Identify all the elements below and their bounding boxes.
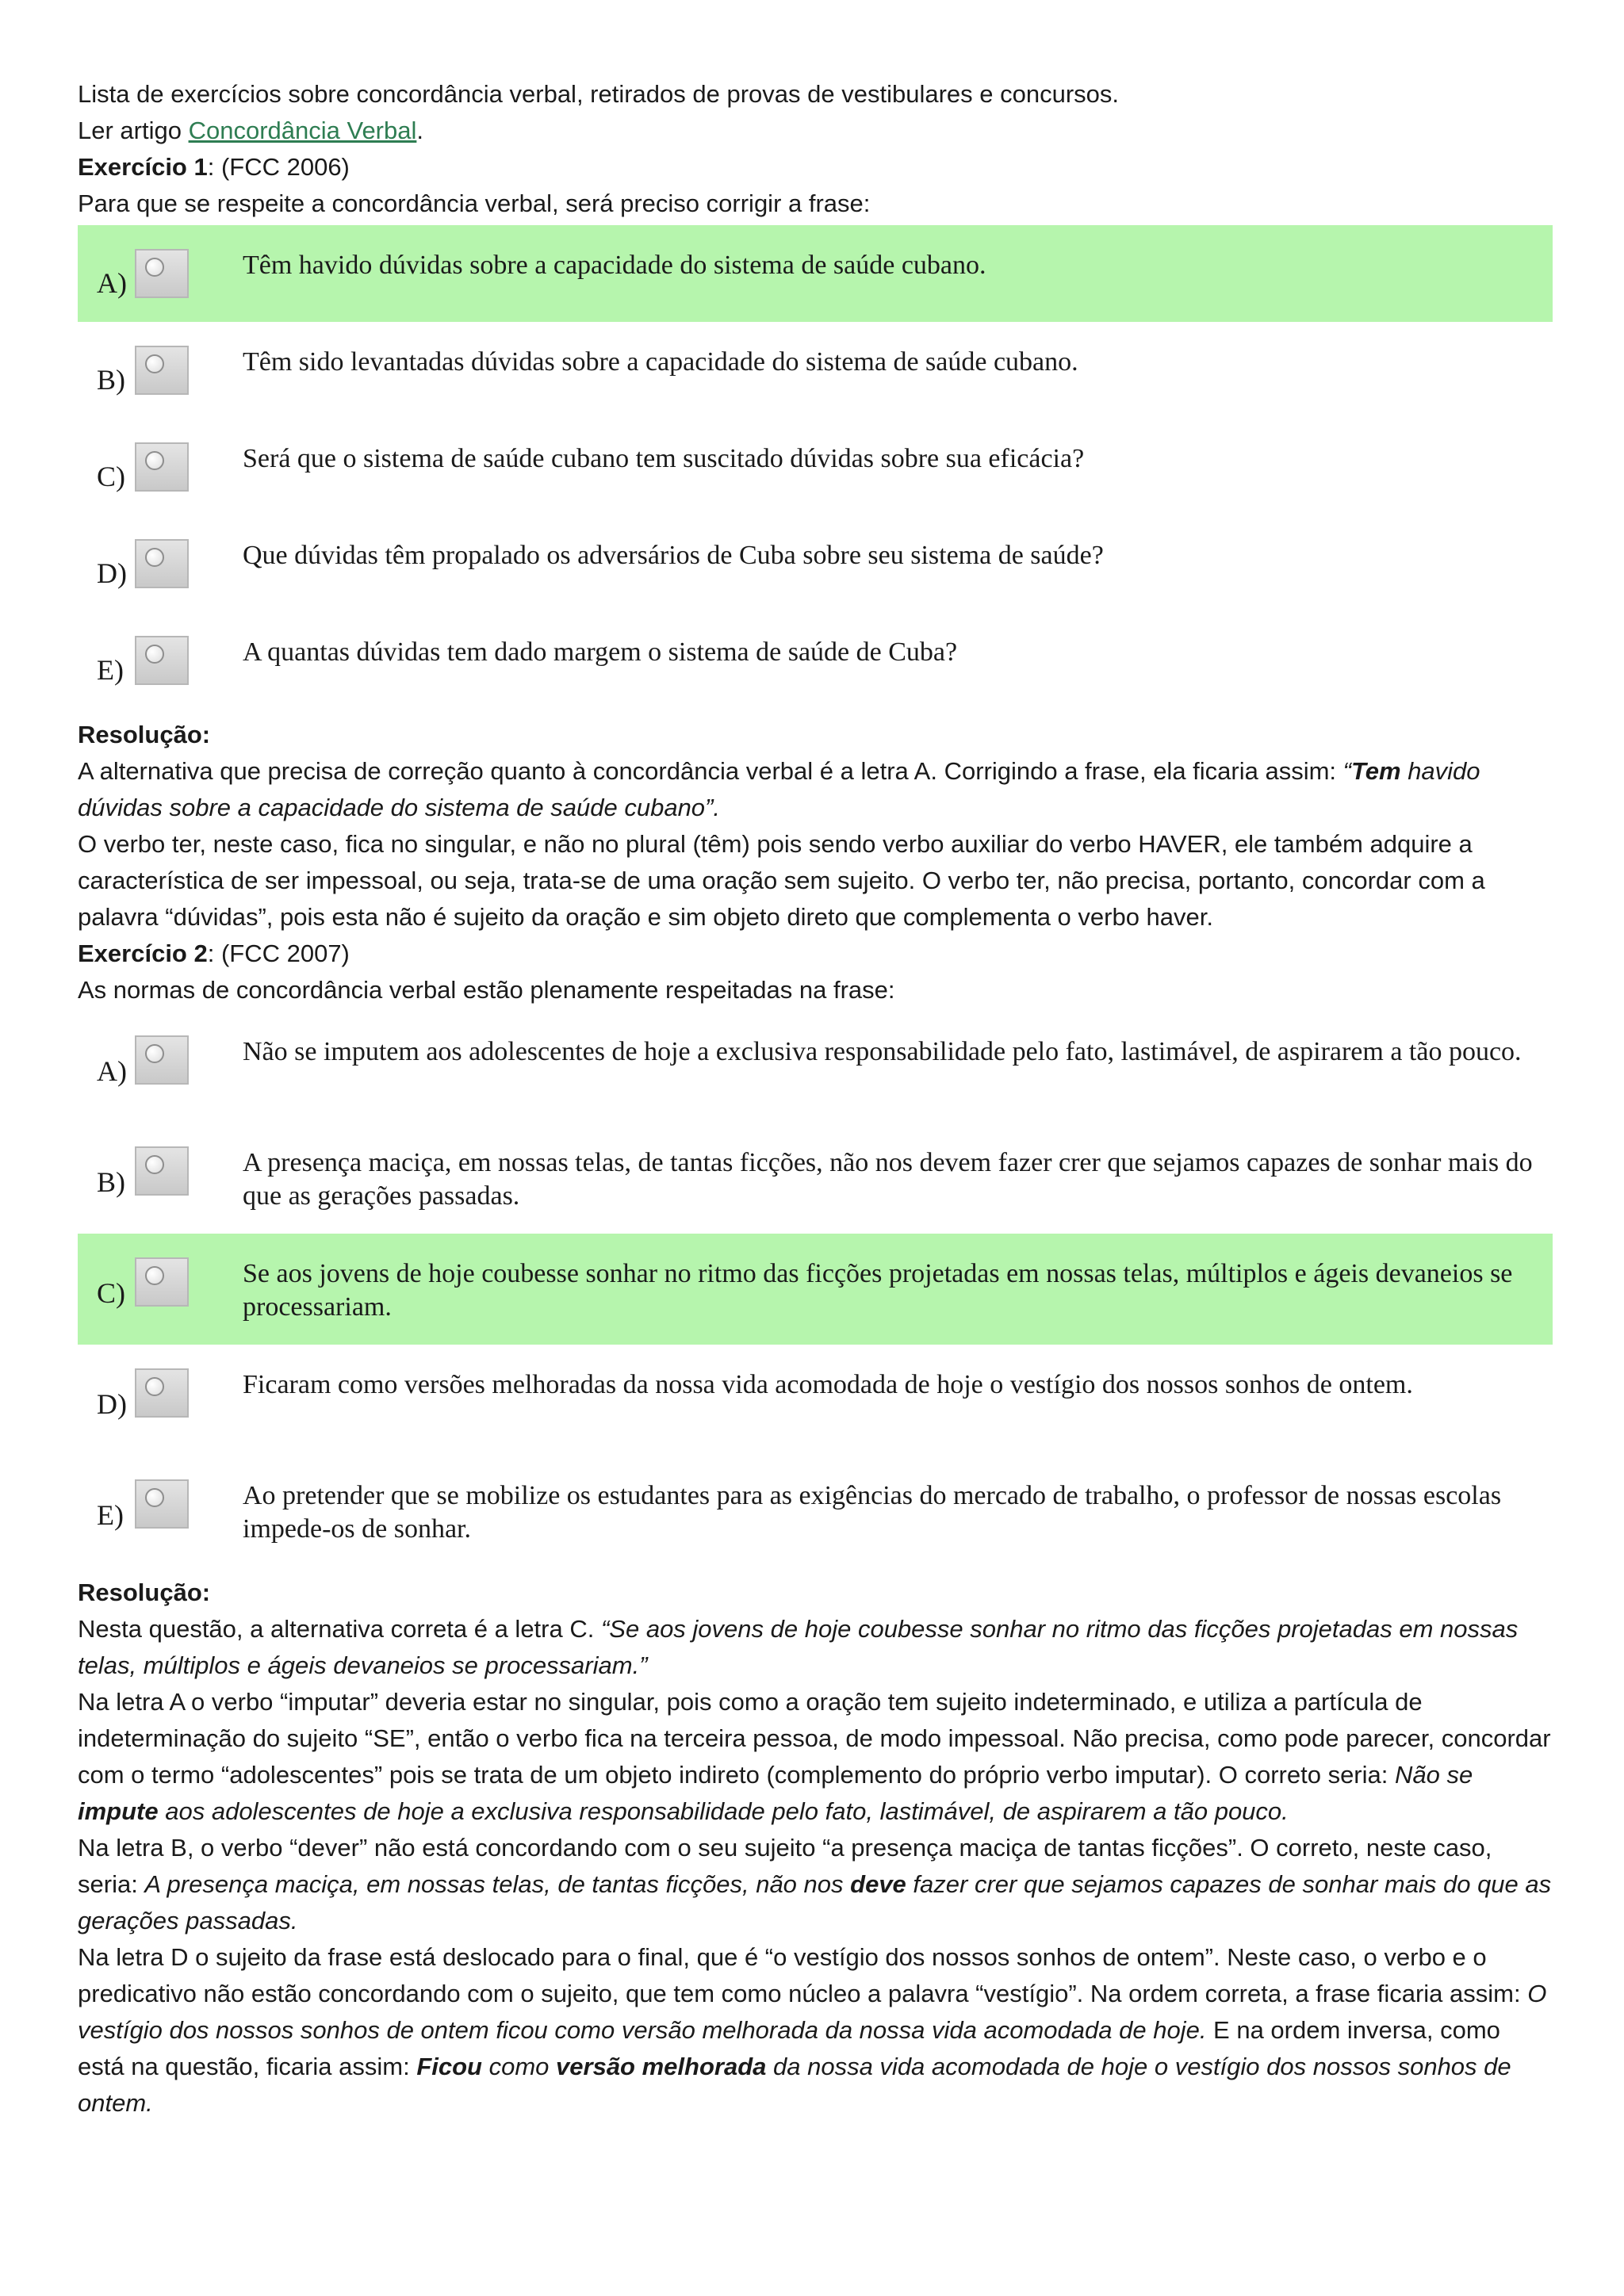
exercise-1-option-c[interactable] xyxy=(78,419,1553,515)
exercise-1-resolution-p1 xyxy=(78,753,1553,826)
option-text: Será que o sistema de saúde cubano tem suscitado dúvidas sobre sua eficácia? xyxy=(243,444,1085,473)
radio-button[interactable] xyxy=(135,636,189,685)
italic-text: A presença maciça, em nossas telas, de tantas ficções, não nos xyxy=(144,1870,851,1898)
exercise-2-question: As normas de concordância verbal estão plenamente respeitadas na frase: xyxy=(78,976,895,1004)
radio-button[interactable] xyxy=(135,1479,189,1529)
radio-button[interactable] xyxy=(135,1368,189,1418)
bold-word: impute xyxy=(78,1797,159,1825)
bold-word: deve xyxy=(850,1870,906,1898)
italic-text: O vestígio dos nossos sonhos de ontem ficou como versão melhorada da nossa vida acomodada de hoje. xyxy=(78,1980,1547,2044)
exercise-2-source: : (FCC 2007) xyxy=(207,939,350,967)
option-text: Não se imputem aos adolescentes de hoje a exclusiva responsabilidade pelo fato, lastimável, de aspirarem a tão pouco. xyxy=(243,1037,1522,1066)
exercise-2-resolution-p2 xyxy=(78,1684,1553,1830)
italic-text: “Se aos jovens de hoje coubesse sonhar no ritmo das ficções projetadas em nossas telas, múltiplos e ágeis devaneios se processariam.” xyxy=(78,1615,1519,1679)
radio-button[interactable] xyxy=(135,539,189,588)
radio-button[interactable] xyxy=(135,346,189,395)
exercise-1-option-e[interactable] xyxy=(78,612,1553,709)
radio-button[interactable] xyxy=(135,1257,189,1307)
exercise-1-title xyxy=(78,149,1553,186)
radio-button[interactable] xyxy=(135,442,189,492)
option-text: A quantas dúvidas tem dado margem o sistema de saúde de Cuba? xyxy=(243,637,958,667)
exercise-1-option-b[interactable] xyxy=(78,322,1553,419)
option-letter: E) xyxy=(97,1499,124,1531)
concordancia-verbal-link[interactable]: Concordância Verbal xyxy=(188,117,417,144)
exercise-2-resolution-title xyxy=(78,1575,1553,1611)
exercise-2-option-a[interactable] xyxy=(78,1012,1553,1123)
radio-button[interactable] xyxy=(135,1035,189,1085)
read-suffix: . xyxy=(416,117,423,144)
option-letter: A) xyxy=(97,1055,127,1087)
option-letter: D) xyxy=(97,557,127,589)
exercise-2-label: Exercício 2 xyxy=(78,939,208,967)
bold-word: Ficou xyxy=(416,2053,482,2080)
intro-line: Lista de exercícios sobre concordância verbal, retirados de provas de vestibulares e concursos. xyxy=(78,80,1120,108)
exercise-1-option-a[interactable] xyxy=(78,225,1553,322)
exercise-2-options xyxy=(78,1012,1553,1567)
italic-text: Não se xyxy=(1394,1761,1473,1789)
exercise-2-option-e[interactable] xyxy=(78,1456,1553,1567)
exercise-2-title xyxy=(78,936,1553,972)
resolution-text: A alternativa que precisa de correção quanto à concordância verbal é a letra A. Corrigindo a frase, ela ficaria assim: xyxy=(78,757,1343,785)
option-letter: D) xyxy=(97,1388,127,1420)
exercise-1-option-d[interactable] xyxy=(78,515,1553,612)
exercise-1-options xyxy=(78,225,1553,709)
exercise-2-option-c[interactable] xyxy=(78,1234,1553,1345)
exercise-1-source: : (FCC 2006) xyxy=(207,153,350,181)
option-text: Ao pretender que se mobilize os estudantes para as exigências do mercado de trabalho, o professor de nossas escolas impede-os de sonhar. xyxy=(243,1481,1502,1544)
exercise-1-resolution-p2: O verbo ter, neste caso, fica no singular, e não no plural (têm) pois sendo verbo auxiliar do verbo HAVER, ele também adquire a característica de ser impessoal, ou seja, trata-se de uma oração sem sujeito. O verbo ter, não precisa, portanto, concordar com a palavra “dúvidas”, pois esta não é sujeito da oração e sim objeto direto que complementa o verbo haver. xyxy=(78,830,1485,931)
exercise-2-option-d[interactable] xyxy=(78,1345,1553,1456)
option-text: Têm havido dúvidas sobre a capacidade do sistema de saúde cubano. xyxy=(243,251,986,280)
option-letter: B) xyxy=(97,1166,125,1198)
option-text: Têm sido levantadas dúvidas sobre a capacidade do sistema de saúde cubano. xyxy=(243,347,1078,377)
read-prefix: Ler artigo xyxy=(78,117,189,144)
option-letter: B) xyxy=(97,364,125,396)
read-article-line xyxy=(78,113,1553,149)
exercise-1-resolution-title xyxy=(78,717,1553,753)
exercise-2-resolution-p3 xyxy=(78,1830,1553,1939)
italic-text: fazer crer que sejamos capazes de sonhar mais do que as gerações passadas. xyxy=(78,1870,1552,1934)
italic-text: aos adolescentes de hoje a exclusiva responsabilidade pelo fato, lastimável, de aspirarem a tão pouco. xyxy=(158,1797,1289,1825)
resolution-text: Nesta questão, a alternativa correta é a letra C. xyxy=(78,1615,601,1643)
radio-button[interactable] xyxy=(135,1146,189,1196)
option-text: Que dúvidas têm propalado os adversários de Cuba sobre seu sistema de saúde? xyxy=(243,541,1104,570)
italic-text: havido dúvidas sobre a capacidade do sistema de saúde cubano”. xyxy=(78,757,1480,821)
resolution-text: Na letra A o verbo “imputar” deveria estar no singular, pois como a oração tem sujeito indeterminado, e utiliza a partícula de indeterminação do sujeito “SE”, então o verbo fica na terceira pessoa, de modo impessoal. Não precisa, como pode parecer, concordar com o termo “adolescentes” pois se trata de um objeto indireto (complemento do próprio verbo imputar). O correto seria: xyxy=(78,1688,1551,1789)
option-letter: C) xyxy=(97,1277,125,1309)
option-text: A presença maciça, em nossas telas, de tantas ficções, não nos devem fazer crer que sejamos capazes de sonhar mais do que as gerações passadas. xyxy=(243,1148,1533,1211)
resolution-text: E na ordem inversa, como está na questão, ficaria assim: xyxy=(78,2016,1500,2080)
exercise-2-option-b[interactable] xyxy=(78,1123,1553,1234)
exercise-1-label: Exercício 1 xyxy=(78,153,208,181)
italic-text: da nossa vida acomodada de hoje o vestígio dos nossos sonhos de ontem. xyxy=(78,2053,1511,2117)
exercise-1-question: Para que se respeite a concordância verbal, será preciso corrigir a frase: xyxy=(78,189,871,217)
exercise-2-resolution-p4 xyxy=(78,1939,1553,2122)
resolution-text: Na letra D o sujeito da frase está deslocado para o final, que é “o vestígio dos nossos sonhos de ontem”. Neste caso, o verbo e o predicativo não estão concordando com o sujeito, que tem como núcleo a palavra “vestígio”. Na ordem correta, a frase ficaria assim: xyxy=(78,1943,1528,2007)
bold-word: Tem xyxy=(1350,757,1401,785)
radio-button[interactable] xyxy=(135,249,189,298)
option-text: Ficaram como versões melhoradas da nossa vida acomodada de hoje o vestígio dos nossos sonhos de ontem. xyxy=(243,1370,1413,1399)
option-text: Se aos jovens de hoje coubesse sonhar no ritmo das ficções projetadas em nossas telas, múltiplos e ágeis devaneios se processariam. xyxy=(243,1259,1513,1322)
bold-word: versão melhorada xyxy=(556,2053,767,2080)
option-letter: A) xyxy=(97,267,127,299)
option-letter: C) xyxy=(97,461,125,492)
exercise-2-resolution-p1 xyxy=(78,1611,1553,1684)
resolution-text: Na letra B, o verbo “dever” não está concordando com o seu sujeito “a presença maciça de tantas ficções”. O correto, neste caso, seria: xyxy=(78,1834,1492,1898)
document-content xyxy=(78,76,1553,2122)
resolution-label: Resolução: xyxy=(78,721,211,748)
quote-mark: “ xyxy=(1342,757,1351,785)
italic-text: como xyxy=(482,2053,557,2080)
option-letter: E) xyxy=(97,654,124,686)
resolution-label: Resolução: xyxy=(78,1578,211,1606)
